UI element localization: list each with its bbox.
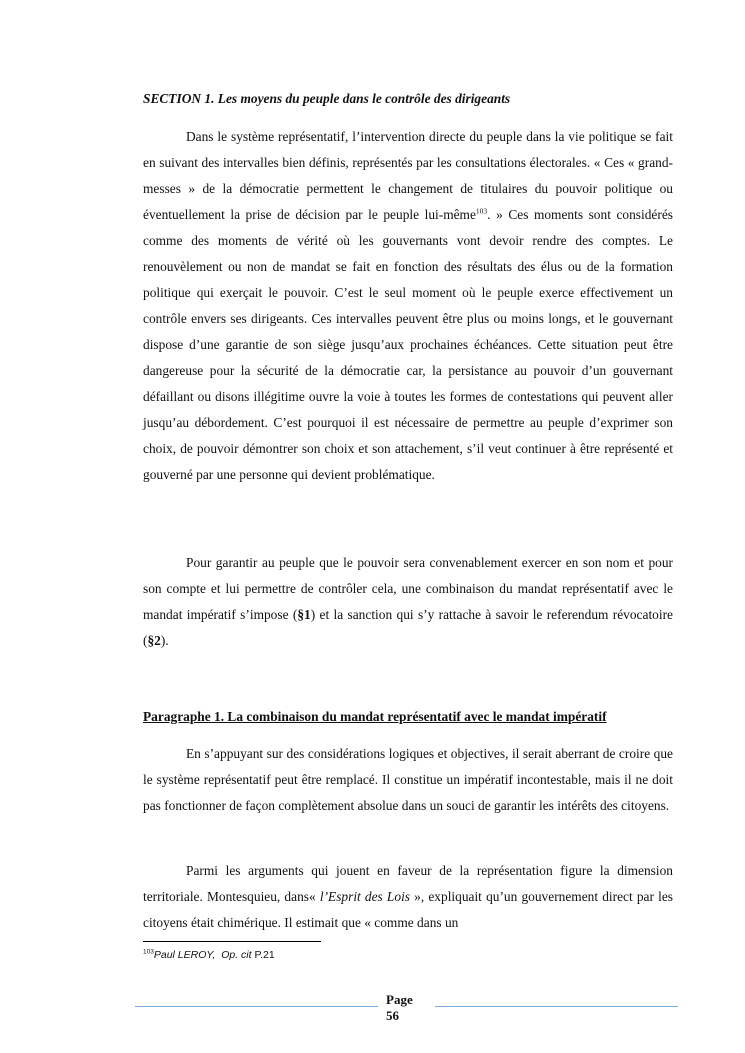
footer-rule-right <box>435 1006 678 1007</box>
footer-rule-left <box>135 1006 378 1007</box>
body-paragraph-4 <box>143 858 673 936</box>
paragraph-2-text-c: ). <box>160 633 169 648</box>
body-paragraph-1 <box>143 124 673 488</box>
footnote-author: Paul LEROY, <box>153 949 216 961</box>
paragraph-1-text-b: . » Ces moments sont considérés comme des moments de vérité où les gouvernants vont devoir rendre des comptes. Le renouvèlement ou non de mandat se fait en fonction des résultats des élus ou de la formation politique qui exerçait le pouvoir. C’est le seul moment où le peuple exerce effectivement un contrôle envers ses dirigeants. Ces intervalles peuvent être plus ou moins longs, et le gouvernant dispose d’une garantie de son siège jusqu’aux prochaines échéances. Cette situation peut être dangereuse pour la sécurité de la démocratie car, la persistance au pouvoir d’un gouvernant défaillant ou disons illégitime ouvre la voie à toutes les formes de contestations qui peuvent aller jusqu’au débordement. C’est pourquoi il est nécessaire de permettre au peuple d’exprimer son choix, de pouvoir démontrer son choix et son attachement, s’il veut continuer à être représenté et gouverné par une personne qui devient problématique. <box>143 207 673 482</box>
section-reference-1: §1 <box>297 607 311 622</box>
footnote-op-cit: Op. cit <box>221 949 252 961</box>
paragraph-2-text-a: Pour garantir au peuple que le pouvoir sera convenablement exercer en son nom et pour son compte et lui permettre de contrôler cela, une combinaison du mandat représentatif avec le mandat impératif s’impose ( <box>143 555 673 622</box>
body-paragraph-2 <box>143 550 673 654</box>
paragraph-4-text-a: Parmi les arguments qui jouent en faveur de la représentation figure la dimension territoriale. Montesquieu, dans« <box>143 863 673 904</box>
section-reference-2: §2 <box>147 633 161 648</box>
page-number: 56 <box>386 1008 399 1023</box>
paragraph-1-text-a: Dans le système représentatif, l’intervention directe du peuple dans la vie politique se fait en suivant des intervalles bien définis, représentés par les consultations électorales. « Ces « grand-messes » de la démocratie permettent le changement de titulaires du pouvoir politique ou éventuellement la prise de décision par le peuple lui-même <box>143 129 673 222</box>
footnote-separator <box>143 941 321 942</box>
footnote-reference: 103 <box>475 206 488 216</box>
footnote-number: 103 <box>143 948 154 956</box>
page-number-label <box>386 992 430 1024</box>
footnote-page: P.21 <box>251 949 275 961</box>
book-title: l’Esprit des Lois <box>319 889 410 904</box>
page-word: Page <box>386 992 413 1007</box>
footnote <box>143 948 275 962</box>
paragraph-2-text-b: ) et la sanction qui s’y rattache à savoir le referendum révocatoire ( <box>143 607 673 648</box>
section-title: SECTION 1. Les moyens du peuple dans le contrôle des dirigeants <box>143 91 511 106</box>
paragraph-heading: Paragraphe 1. La combinaison du mandat représentatif avec le mandat impératif <box>143 709 607 724</box>
body-paragraph-3: En s’appuyant sur des considérations logiques et objectives, il serait aberrant de croire que le système représentatif peut être remplacé. Il constitue un impératif incontestable, mais il ne doit pas fonctionner de façon complètement absolue dans un souci de garantir les intérêts des citoyens. <box>143 746 673 813</box>
paragraph-4-text-b: », expliquait qu’un gouvernement direct par les citoyens était chimérique. Il estimait que « comme dans un <box>143 889 673 930</box>
